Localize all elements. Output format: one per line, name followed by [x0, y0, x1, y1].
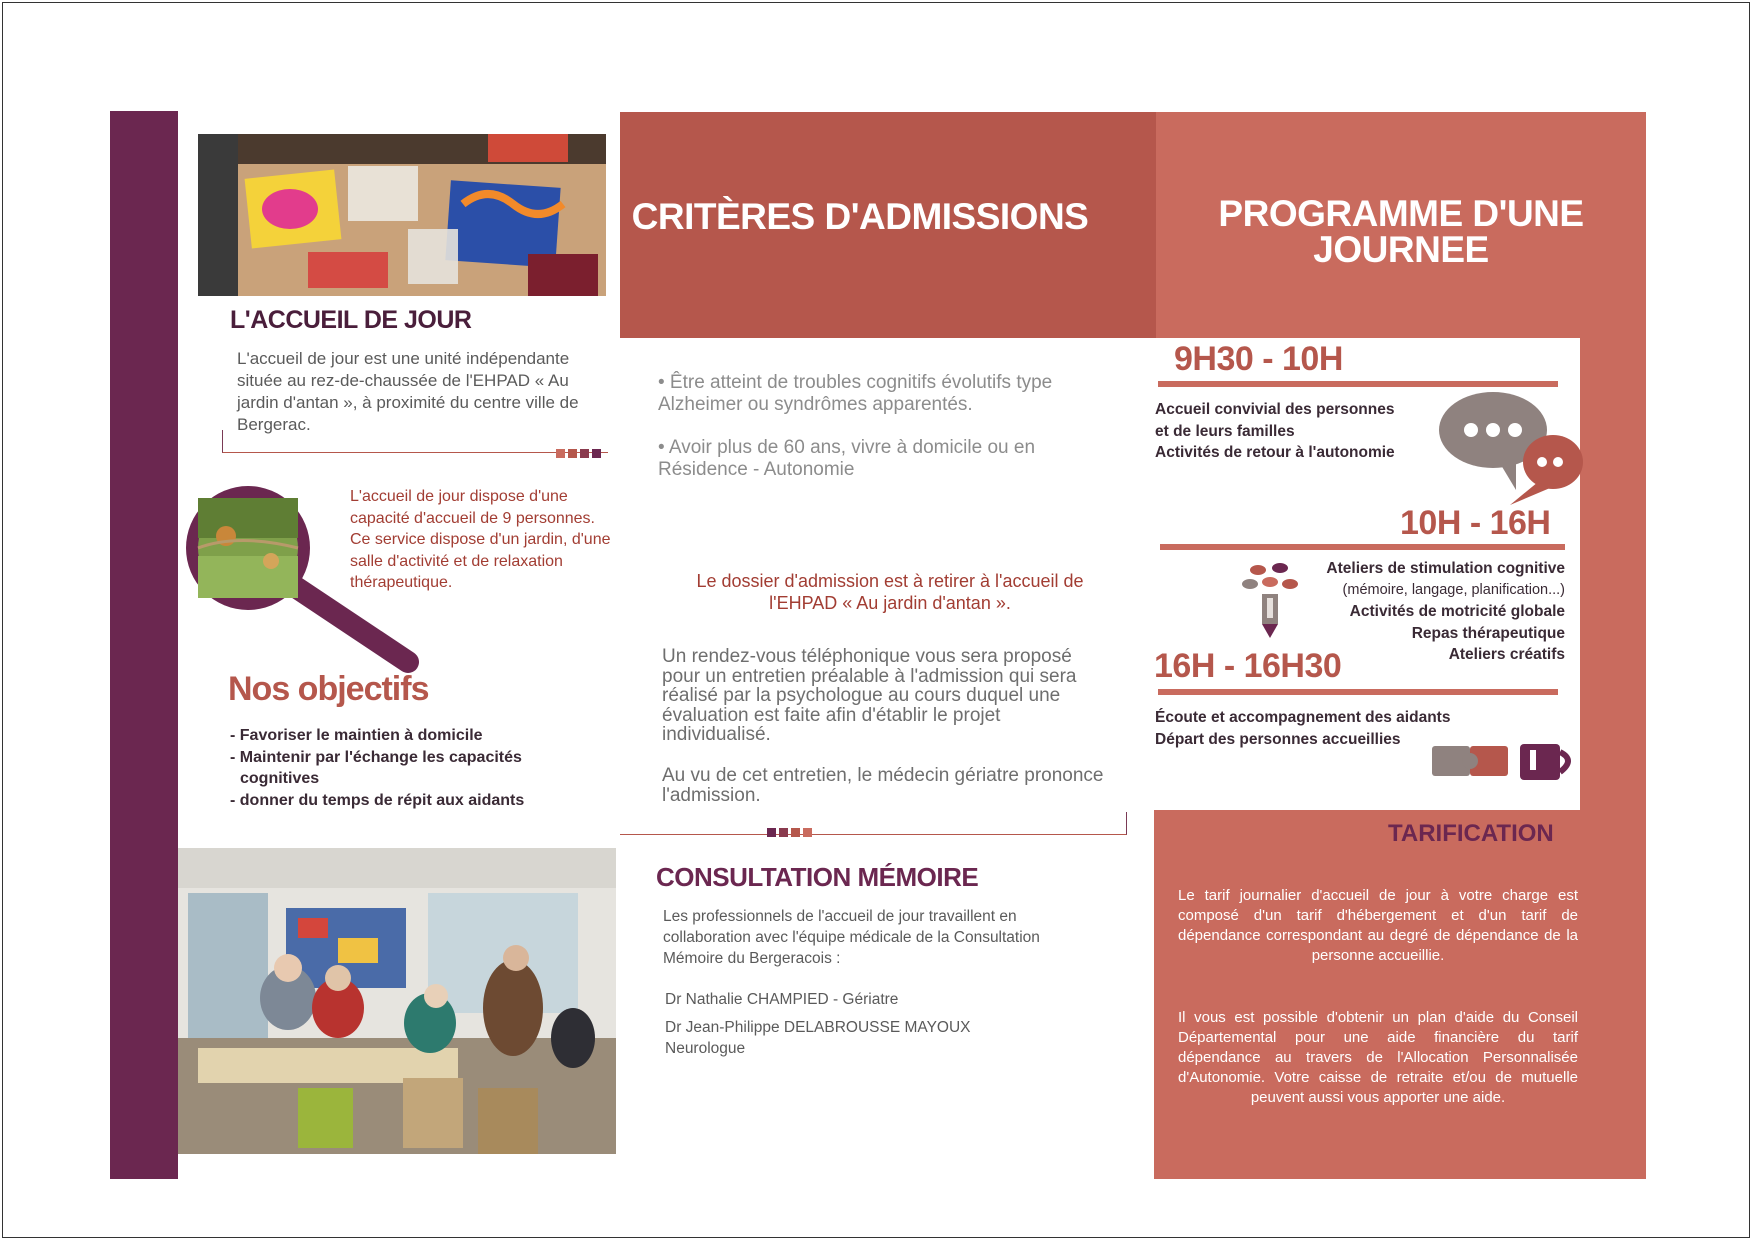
capacite-text: L'accueil de jour dispose d'une capacité d'accueil de 9 personnes. Ce service dispose d'un jardin, d'une salle d'activité et de relaxation thérapeutique. [350, 488, 611, 591]
doctor-1: Dr Nathalie CHAMPIED - Gériatre [665, 991, 899, 1008]
dossier-text: Le dossier d'admission est à retirer à l'accueil de l'EHPAD « Au jardin d'antan ». [696, 571, 1084, 613]
slot-2-time: 10H - 16H [1400, 504, 1551, 542]
programme-title-line1: PROGRAMME D'UNE [1218, 193, 1584, 234]
slot-1-text: Accueil convivial des personnes et de leurs familles Activités de retour à l'autonomie [1155, 401, 1395, 461]
slot-2-text: Ateliers de stimulation cognitive (mémoire, langage, planification...) Activités de motricité globale Repas thérapeutique Ateliers créatifs [1326, 560, 1565, 663]
left-accent-bar [110, 111, 178, 1179]
tree-pencil-icon [1240, 560, 1300, 638]
objectifs-title: Nos objectifs [228, 670, 429, 708]
speech-bubbles-icon [1438, 390, 1588, 510]
criteres-dots [767, 828, 812, 837]
list-item: - donner du temps de répit aux aidants [230, 791, 525, 809]
doctor-2: Dr Jean-Philippe DELABROUSSE MAYOUX [665, 1019, 971, 1036]
critere-item-2: • Avoir plus de 60 ans, vivre à domicile ou en Résidence - Autonomie [658, 437, 1036, 480]
tarification-text-1: Le tarif journalier d'accueil de jour à votre charge est composé d'un tarif d'hébergement et d'un tarif de dépendance correspondant au degré de dépendance de la personne accueillie. [1178, 887, 1578, 964]
slot-3-text: Écoute et accompagnement des aidants Départ des personnes accueillies [1155, 709, 1451, 748]
accueil-text: L'accueil de jour est une unité indépendante située au rez-de-chaussée de l'EHPAD « Au jardin d'antan », à proximité du centre ville de Bergerac. [237, 349, 579, 434]
criteres-title: CRITÈRES D'ADMISSIONS [631, 196, 1089, 237]
slot-3-time: 16H - 16H30 [1154, 647, 1342, 685]
programme-title-line2: JOURNEE [1313, 229, 1489, 270]
tarification-title: TARIFICATION [1388, 820, 1554, 847]
list-item: - Favoriser le maintien à domicile [230, 727, 483, 744]
photo-activity-room [178, 848, 616, 1154]
puzzle-cup-icon [1430, 738, 1580, 784]
accueil-dots [556, 449, 601, 458]
accueil-bracket [222, 430, 608, 453]
rdv-text: Un rendez-vous téléphonique vous sera proposé pour un entretien préalable à l'admission qui sera réalisé par la psychologue au cours duquel une évaluation est faite afin d'établir le projet individualisé. [662, 646, 1077, 745]
consultation-text: Les professionnels de l'accueil de jour travaillent en collaboration avec l'équipe médicale de la Consultation Mémoire du Bergeracois : [663, 908, 1040, 967]
slot-3-line [1158, 689, 1558, 695]
programme-title [1156, 193, 1646, 270]
slot-2-line [1160, 544, 1565, 550]
accueil-title: L'ACCUEIL DE JOUR [230, 306, 472, 334]
objectifs-list [230, 725, 560, 811]
tarification-text-2: Il vous est possible d'obtenir un plan d'aide du Conseil Départemental pour une aide financière du tarif dépendance au travers de l'Allocation Personnalisée d'Autonomie. Votre caisse de retraite et/ou de mutuelle peuvent aussi vous apporter une aide. [1178, 1009, 1578, 1106]
tarification-box [1154, 810, 1646, 1179]
medecin-text: Au vu de cet entretien, le médecin gériatre prononce l'admission. [662, 765, 1104, 806]
slot-1-line [1158, 381, 1558, 387]
critere-item-1: • Être atteint de troubles cognitifs évolutifs type Alzheimer ou syndrômes apparentés. [658, 372, 1053, 415]
criteres-bracket [620, 812, 1127, 835]
doctor-2-specialty: Neurologue [665, 1040, 746, 1057]
consultation-title: CONSULTATION MÉMOIRE [656, 862, 979, 892]
photo-art-workshop [198, 134, 606, 296]
slot-1-time: 9H30 - 10H [1174, 340, 1343, 378]
list-item: - Maintenir par l'échange les capacités cognitives [230, 748, 522, 787]
programme-side-strip [1580, 338, 1646, 810]
